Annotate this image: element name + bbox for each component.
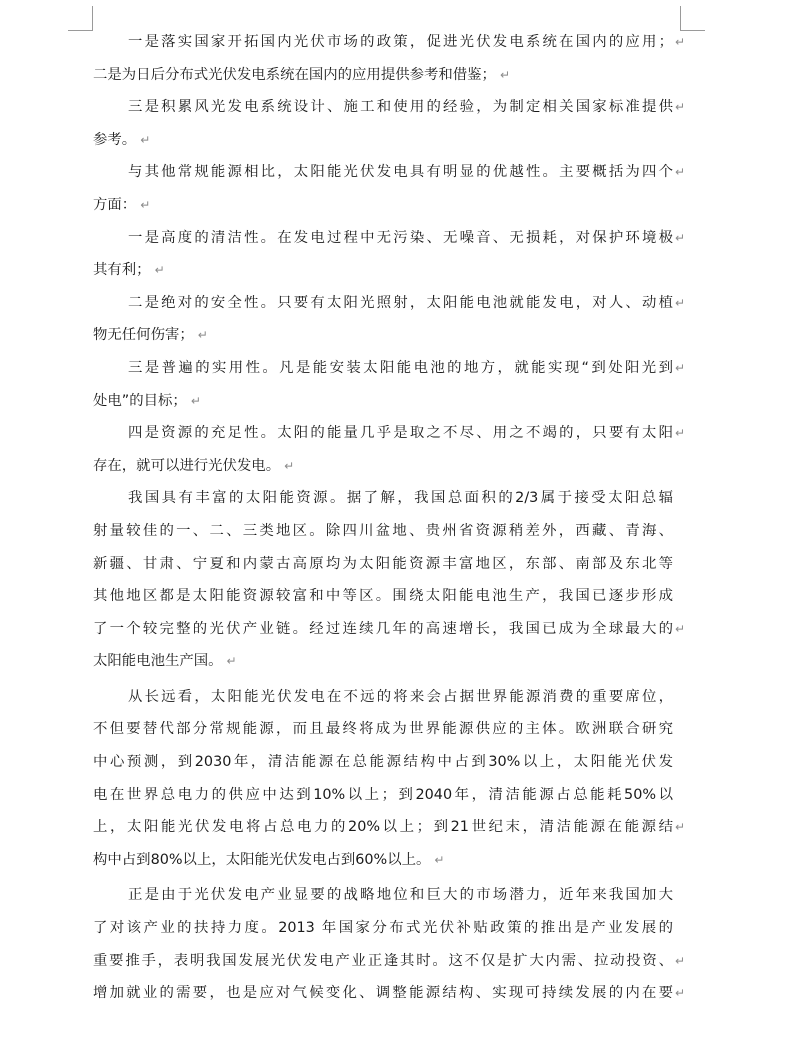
text-line-content: 一是落实国家开拓国内光伏市场的政策，促进光伏发电系统在国内的应用； — [128, 34, 673, 50]
paragraph-return-icon: ↵ — [499, 67, 511, 82]
paragraph-return-icon: ↵ — [674, 820, 685, 835]
paragraph-return-icon: ↵ — [190, 393, 201, 408]
text-line — [93, 59, 673, 92]
text-line-content: 射量较佳的一、二、三类地区。除四川盆地、贵州省资源稍差外，西藏、青海、 — [93, 522, 673, 539]
paragraph-return-icon: ↵ — [140, 132, 151, 147]
text-line-content: 重要推手，表明我国发展光伏发电产业正逢其时。这不仅是扩大内需、拉动投资、 — [93, 952, 673, 969]
text-line — [93, 580, 673, 613]
paragraph-return-icon: ↵ — [154, 263, 165, 278]
text-line — [93, 681, 673, 714]
text-line-content: 与其他常规能源相比，太阳能光伏发电具有明显的优越性。主要概括为四个 — [128, 164, 673, 181]
text-line-content: 从长远看，太阳能光伏发电在不远的将来会占据世界能源消费的重要席位， — [128, 688, 673, 705]
text-line — [93, 319, 673, 352]
paragraph-return-icon: ↵ — [674, 426, 685, 441]
text-line-content: 二是绝对的安全性。只要有太阳光照射，太阳能电池就能发电，对人、动植 — [128, 294, 673, 311]
text-line — [93, 713, 673, 746]
text-line — [93, 844, 673, 877]
text-line — [93, 26, 685, 59]
text-line-content: 其他地区都是太阳能资源较富和中等区。围绕太阳能电池生产，我国已逐步形成 — [93, 588, 673, 605]
text-line-content: 二是为日后分布式光伏发电系统在国内的应用提供参考和借鉴； — [93, 66, 496, 83]
text-line — [93, 645, 673, 678]
text-line-content: 构中占到80%以上，太阳能光伏发电占到60%以上。 — [93, 851, 431, 868]
paragraph-return-icon: ↵ — [674, 165, 685, 180]
text-line-content: 了对该产业的扶持力度。2013 年国家分布式光伏补贴政策的推出是产业发展的 — [93, 920, 673, 937]
paragraph-return-icon: ↵ — [674, 360, 685, 375]
paragraph-return-icon: ↵ — [674, 35, 685, 49]
text-line-content: 太阳能电池生产国。 — [93, 653, 223, 670]
text-line-content: 不但要替代部分常规能源，而且最终将成为世界能源供应的主体。欧洲联合研究 — [93, 721, 673, 738]
text-line — [93, 977, 685, 1010]
text-line — [93, 156, 685, 189]
text-line — [93, 613, 685, 646]
text-line-content: 我国具有丰富的太阳能资源。据了解，我国总面积的2/3属于接受太阳总辐 — [128, 490, 673, 507]
text-line — [93, 91, 685, 124]
text-line-content: 中心预测，到2030年，清洁能源在总能源结构中占到30%以上，太阳能光伏发 — [93, 754, 673, 771]
paragraph-return-icon: ↵ — [674, 230, 685, 245]
text-line-content: 三是积累风光发电系统设计、施工和使用的经验，为制定相关国家标准提供 — [128, 99, 673, 116]
text-line-content: 其有利； — [93, 262, 151, 279]
paragraph-return-icon: ↵ — [674, 295, 685, 310]
text-line — [93, 417, 685, 450]
text-line-content: 四是资源的充足性。太阳的能量几乎是取之不尽、用之不竭的，只要有太阳 — [128, 425, 673, 442]
text-line-content: 上，太阳能光伏发电将占总电力的20%以上；到21世纪末，清洁能源在能源结 — [93, 819, 673, 836]
text-line — [93, 352, 685, 385]
text-line — [93, 746, 673, 779]
text-line-content: 物无任何伤害； — [93, 327, 194, 344]
text-line-content: 参考。 — [93, 131, 137, 148]
text-line-content: 方面： — [93, 196, 137, 213]
text-line — [93, 254, 673, 287]
page-corner-mark-top-left — [68, 6, 93, 31]
paragraph-return-icon: ↵ — [674, 986, 685, 1001]
paragraph-return-icon: ↵ — [434, 852, 445, 867]
text-line-content: 电在世界总电力的供应中达到10%以上；到2040年，清洁能源占总能耗50%以 — [93, 786, 673, 803]
text-line-content: 三是普遍的实用性。凡是能安装太阳能电池的地方，就能实现“到处阳光到 — [128, 359, 673, 376]
paragraph-return-icon: ↵ — [674, 100, 685, 115]
text-line — [93, 450, 673, 483]
text-line — [93, 385, 673, 418]
text-line-content: 了一个较完整的光伏产业链。经过连续几年的高速增长，我国已成为全球最大的 — [93, 620, 673, 637]
paragraph-return-icon: ↵ — [197, 328, 208, 343]
text-line — [93, 124, 673, 157]
text-line — [93, 548, 673, 581]
paragraph-return-icon: ↵ — [674, 621, 685, 636]
text-line — [93, 811, 685, 844]
text-line-content: 新疆、甘肃、宁夏和内蒙古高原均为太阳能资源丰富地区，东部、南部及东北等 — [93, 555, 673, 572]
text-line-content: 存在，就可以进行光伏发电。 — [93, 457, 281, 474]
text-line-content: 增加就业的需要，也是应对气候变化、调整能源结构、实现可持续发展的内在要 — [93, 985, 673, 1002]
text-line — [93, 189, 673, 222]
text-line — [93, 515, 673, 548]
text-line-content: 处电”的目标； — [93, 392, 187, 409]
paragraph-return-icon: ↵ — [140, 197, 151, 212]
text-line — [93, 222, 685, 255]
text-line — [93, 879, 673, 912]
document-body[interactable] — [93, 26, 685, 1010]
text-line — [93, 912, 673, 945]
text-line — [93, 287, 685, 320]
paragraph-return-icon: ↵ — [226, 654, 237, 669]
text-line — [93, 482, 673, 515]
text-line — [93, 779, 673, 812]
paragraph-return-icon: ↵ — [284, 458, 295, 473]
text-line — [93, 945, 685, 978]
text-line-content: 一是高度的清洁性。在发电过程中无污染、无噪音、无损耗，对保护环境极 — [128, 229, 673, 246]
paragraph-return-icon: ↵ — [674, 953, 685, 968]
text-line-content: 正是由于光伏发电产业显要的战略地位和巨大的市场潜力，近年来我国加大 — [128, 887, 673, 904]
